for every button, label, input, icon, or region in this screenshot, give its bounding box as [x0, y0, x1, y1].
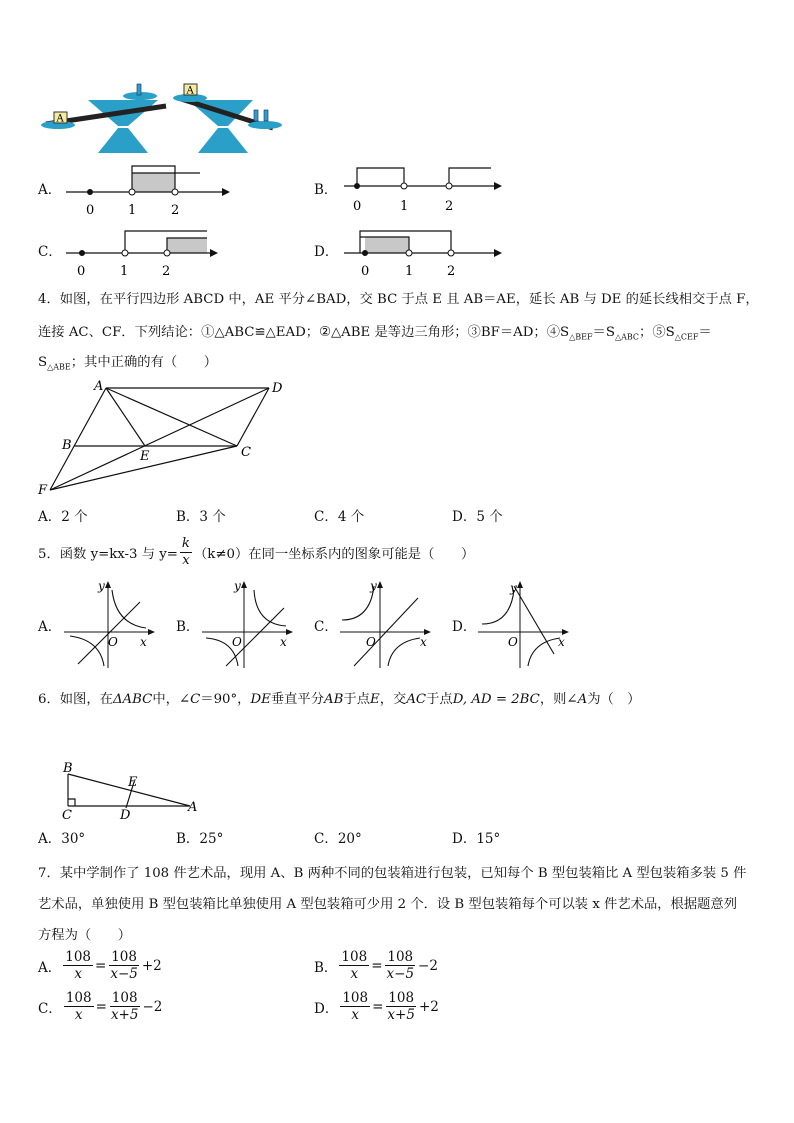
- q5-option-a-letter: A．: [38, 619, 62, 635]
- q3-option-d-numberline: [336, 225, 511, 285]
- q4-stem-line1: 4．如图，在平行四边形 ABCD 中，AE 平分∠BAD，交 BC 于点 E 且 AB＝AE，延长 AB 与 DE 的延长线相交于点 F，: [38, 292, 759, 307]
- axis-y: y: [370, 580, 377, 593]
- q5-option-b-letter: B．: [176, 619, 200, 635]
- q3-option-b-letter: B．: [314, 182, 338, 198]
- q6-option-a: A．30°: [38, 831, 86, 847]
- label-f: F: [38, 483, 48, 498]
- q4-option-b: B．3 个: [176, 509, 226, 525]
- axis-x: x: [558, 635, 565, 649]
- q6-triangle-figure: [54, 756, 214, 822]
- q4-line3-rest: ；其中正确的有（ ）: [70, 355, 218, 370]
- axis-x: x: [280, 635, 287, 649]
- q4-option-a: A．2 个: [38, 509, 88, 525]
- label-b: B: [63, 761, 73, 776]
- label-b: B: [62, 438, 72, 453]
- axis-y: y: [510, 581, 517, 595]
- label-e: E: [128, 775, 138, 790]
- tick-2: 2: [162, 264, 171, 279]
- q5-stem-a: 5．函数 y=kx-3 与 y=: [38, 546, 178, 562]
- origin: O: [366, 635, 376, 649]
- q5-option-d-letter: D．: [452, 619, 477, 635]
- q4-line2-text: 连接 AC、CF．下列结论：①△ABC≌△EAD；②△ABE 是等边三角形；③BF＝AD；④S: [38, 325, 570, 340]
- tick-0: 0: [361, 264, 370, 279]
- q5-option-c-letter: C．: [314, 619, 338, 635]
- q5-stem-b: （k≠0）在同一坐标系内的图象可能是（ ）: [193, 546, 475, 562]
- label-d: D: [120, 808, 131, 822]
- q4-eq2: ＝: [698, 325, 712, 340]
- q4-sub-abe: △ABE: [47, 362, 71, 372]
- axis-y: y: [234, 580, 241, 593]
- q4-sub-cef: △CEF: [674, 332, 699, 342]
- q4-parallelogram-figure: [30, 376, 290, 500]
- q5-graph-b: [198, 580, 298, 670]
- q3-option-a-letter: A．: [38, 182, 62, 198]
- tick-0: 0: [86, 203, 95, 218]
- balance-figure: [38, 78, 288, 156]
- label-c: C: [241, 445, 251, 460]
- tick-2: 2: [171, 203, 180, 218]
- axis-x: x: [140, 635, 147, 649]
- q7-stem-line3: 方程为（ ）: [38, 928, 132, 943]
- q7-stem-line1: 7．某中学制作了 108 件艺术品，现用 A、B 两种不同的包装箱进行包装，已知每个 B 型包装箱比 A 型包装箱多装 5 件: [38, 866, 747, 881]
- q7-option-a: A． $\frac{108}{x}$ = $\frac{108}{x-5}$ +2: [38, 949, 162, 983]
- q4-stem-line2: [38, 326, 712, 342]
- label-e: E: [140, 449, 150, 464]
- label-a: A: [94, 379, 104, 394]
- tick-1: 1: [128, 203, 137, 218]
- q7-option-d: D． $\frac{108}{x}$ = $\frac{108}{x+5}$ +2: [314, 990, 439, 1024]
- tick-0: 0: [353, 199, 362, 214]
- q7-option-b: B． $\frac{108}{x}$ = $\frac{108}{x-5}$ −2: [314, 949, 438, 983]
- q5-graph-d: [474, 580, 574, 670]
- tick-1: 1: [405, 264, 414, 279]
- tick-1: 1: [400, 199, 409, 214]
- q4-sub-abc: △ABC: [614, 332, 640, 342]
- shaded-region: [167, 238, 207, 253]
- q3-option-c-numberline: [60, 225, 235, 285]
- q4-line3-s: S: [38, 355, 48, 370]
- q7-option-c: C． $\frac{108}{x}$ = $\frac{108}{x+5}$ −2: [38, 990, 163, 1024]
- axis-x: x: [420, 635, 427, 649]
- origin: O: [508, 635, 518, 649]
- tick-2: 2: [447, 264, 456, 279]
- q4-mid: ；⑤S: [639, 325, 675, 340]
- q5-stem: [38, 537, 474, 568]
- origin: O: [232, 635, 242, 649]
- tick-2: 2: [445, 199, 454, 214]
- tick-0: 0: [77, 264, 86, 279]
- q6-stem: 6．如图，在ΔABC中，∠C＝90°，DE垂直平分AB于点E，交AC于点D, AD = 2BC，则∠A为（ ）: [38, 692, 641, 707]
- label-c: C: [62, 808, 72, 822]
- origin: O: [108, 635, 118, 649]
- balance-label-a-right: A: [186, 85, 194, 97]
- q5-graph-c: [336, 580, 436, 670]
- q4-stem-line3: [38, 356, 217, 372]
- q5-fraction: $\frac{k}{x}$: [181, 536, 190, 568]
- balance-right: [173, 84, 282, 153]
- shaded-region: [132, 173, 175, 192]
- q3-option-d-letter: D．: [314, 244, 339, 260]
- tick-1: 1: [120, 264, 129, 279]
- q3-option-b-numberline: [336, 162, 511, 222]
- q5-graph-a: [60, 580, 160, 670]
- q3-option-c-letter: C．: [38, 244, 62, 260]
- q4-eq1: ＝S: [592, 325, 615, 340]
- q6-option-b: B．25°: [176, 831, 224, 847]
- q4-option-d: D．5 个: [452, 509, 503, 525]
- q4-sub-bef: △BEF: [569, 332, 593, 342]
- axis-y: y: [98, 580, 105, 593]
- q3-option-a-numberline: [60, 162, 235, 222]
- label-a: A: [188, 800, 198, 815]
- q7-stem-line2: 艺术品，单独使用 B 型包装箱比单独使用 A 型包装箱可少用 2 个．设 B 型包装箱每个可以装 x 件艺术品，根据题意列: [38, 897, 738, 912]
- q6-option-d: D．15°: [452, 831, 501, 847]
- shaded-region: [365, 237, 409, 253]
- q6-option-c: C．20°: [314, 831, 362, 847]
- q4-option-c: C．4 个: [314, 509, 365, 525]
- balance-left: [41, 84, 166, 153]
- balance-label-a-left: A: [56, 113, 64, 125]
- label-d: D: [272, 381, 283, 396]
